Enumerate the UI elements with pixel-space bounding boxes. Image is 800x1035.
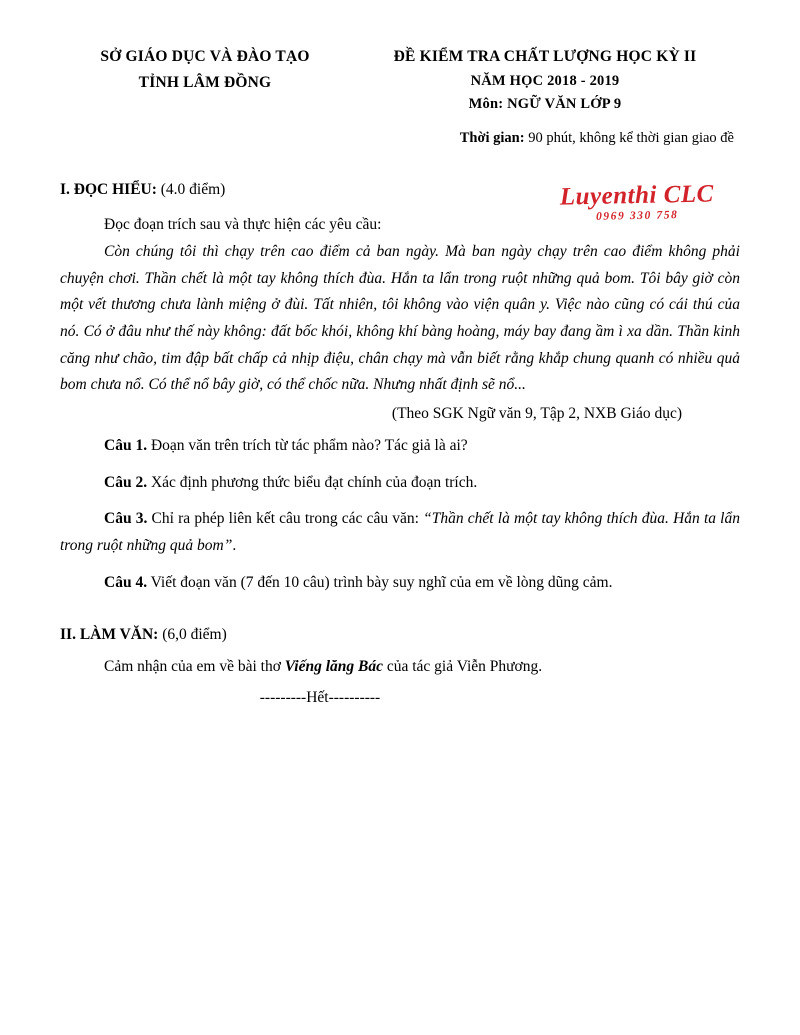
question-3-text: Chỉ ra phép liên kết câu trong các câu văn:: [147, 510, 424, 528]
question-4-text: Viết đoạn văn (7 đến 10 câu) trình bày suy nghĩ của em về lòng dũng cảm.: [147, 573, 613, 591]
question-2-text: Xác định phương thức biểu đạt chính của đoạn trích.: [147, 473, 478, 491]
school-year: NĂM HỌC 2018 - 2019: [470, 72, 620, 89]
question-3-number: Câu 3.: [104, 510, 148, 528]
exam-duration-value: 90 phút, không kể thời gian giao đề: [528, 130, 734, 147]
section-2-poem-title: Viếng lăng Bác: [284, 658, 383, 676]
section-2-heading: [60, 626, 740, 644]
section-2-prompt-before: Cảm nhận của em về bài thơ: [104, 658, 285, 676]
question-3-tail: .: [232, 536, 237, 554]
question-2: [60, 470, 740, 497]
section-1-label: I. ĐỌC HIỂU:: [60, 181, 157, 199]
exam-duration-label: Thời gian:: [459, 130, 525, 147]
document-header: [60, 44, 740, 117]
question-3: [60, 506, 740, 559]
section-2-prompt-after: của tác giả Viễn Phương.: [382, 658, 543, 676]
question-1: [60, 433, 740, 460]
exam-duration: [60, 130, 740, 147]
question-4: [60, 570, 740, 597]
excerpt-source: (Theo SGK Ngữ văn 9, Tập 2, NXB Giáo dục): [391, 405, 682, 422]
section-2-score: (6,0 điểm): [162, 626, 227, 644]
header-right-block: [350, 44, 740, 117]
department-line-2: TỈNH LÂM ĐỒNG: [138, 73, 272, 91]
question-2-number: Câu 2.: [104, 473, 148, 491]
section-1-instruction: Đọc đoạn trích sau và thực hiện các yêu cầu:: [104, 216, 382, 234]
question-1-text: Đoạn văn trên trích từ tác phẩm nào? Tác giả là ai?: [147, 437, 468, 454]
end-of-exam-mark: ---------Hết----------: [259, 688, 381, 706]
watermark-logo: [560, 181, 715, 223]
question-3-quote: “Thần chết là một tay không thích đùa. Hắn ta lẩn trong ruột những quả bom”: [60, 510, 740, 554]
section-2-label: II. LÀM VĂN:: [60, 626, 159, 644]
header-left-block: [60, 44, 350, 95]
section-1-score: (4.0 điểm): [160, 181, 226, 199]
subject-grade: Môn: NGỮ VĂN LỚP 9: [468, 96, 622, 113]
department-line-1: SỞ GIÁO DỤC VÀ ĐÀO TẠO: [100, 48, 310, 65]
logo-brand-text: Luyenthi CLC: [559, 180, 715, 211]
exam-title: ĐỀ KIỂM TRA CHẤT LƯỢNG HỌC KỲ II: [393, 48, 697, 65]
question-1-number: Câu 1.: [104, 437, 148, 454]
reading-excerpt: Còn chúng tôi thì chạy trên cao điểm cả ban ngày. Mà ban ngày chạy trên cao điểm không phải chuyện chơi. Thần chết là một tay không thích đùa. Hắn ta lẩn trong ruột những quả bom. Tôi bây giờ còn một vết thương chưa lành miệng ở đùi. Tất nhiên, tôi không vào viện quân y. Việc nào cũng có cái thú của nó. Có ở đâu như thế này không: đất bốc khói, không khí bàng hoàng, máy bay đang ầm ì xa dần. Thần kinh căng như chão, tim đập bất chấp cả nhịp điệu, chân chạy mà vẫn biết rằng khắp chung quanh có nhiều quả bom chưa nổ. Có thể nổ bây giờ, có thể chốc nữa. Nhưng nhất định sẽ nổ...: [60, 243, 740, 394]
section-2-prompt: [60, 654, 740, 681]
logo-phone-text: 0969 330 758: [595, 209, 679, 223]
question-4-number: Câu 4.: [104, 573, 148, 591]
